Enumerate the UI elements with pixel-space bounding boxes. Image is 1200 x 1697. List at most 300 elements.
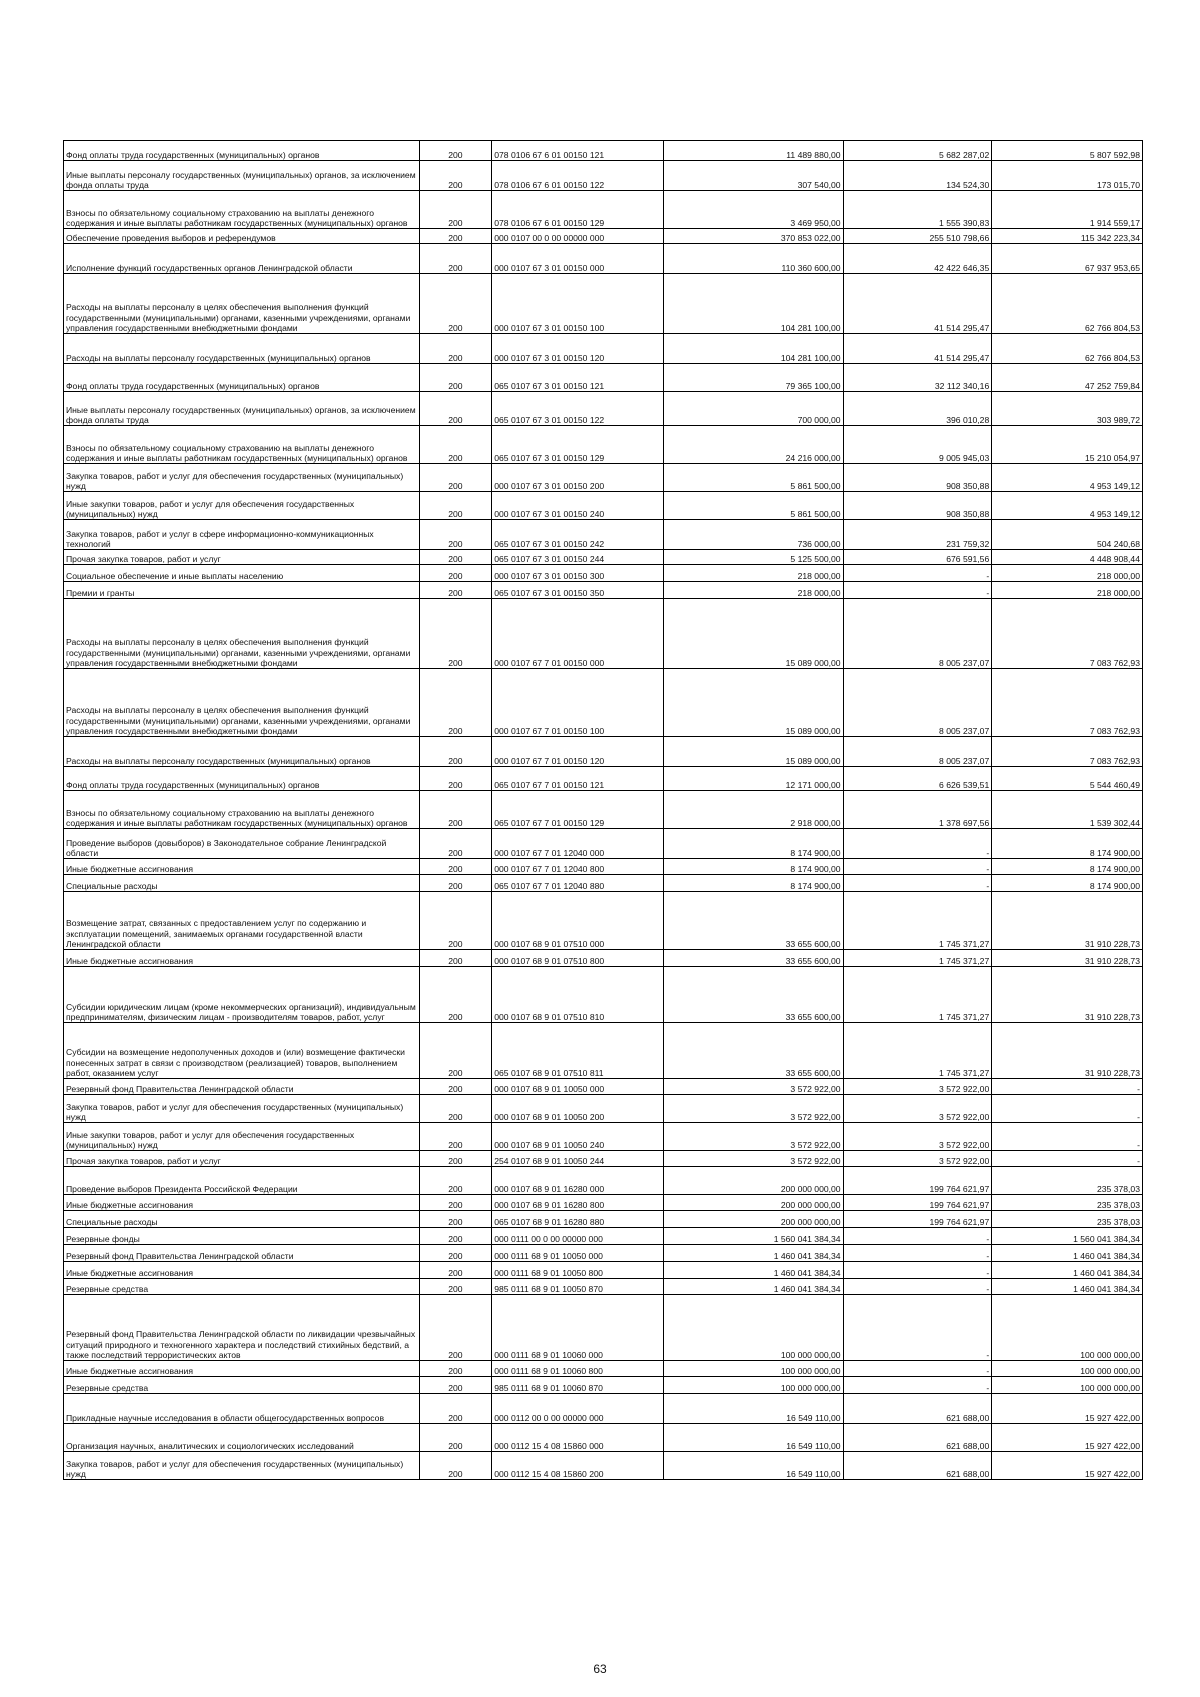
row-plan-amount: 200 000 000,00 [663, 1167, 843, 1195]
row-name: Прочая закупка товаров, работ и услуг [64, 1151, 420, 1167]
row-executed-amount: 6 626 539,51 [843, 767, 992, 791]
row-name: Иные бюджетные ассигнования [64, 1195, 420, 1211]
row-executed-amount: 1 745 371,27 [843, 892, 992, 950]
row-remaining-amount: 235 378,03 [992, 1195, 1143, 1211]
row-kbk: 000 0107 68 9 01 07510 800 [492, 950, 664, 967]
row-remaining-amount: 31 910 228,73 [992, 892, 1143, 950]
row-remaining-amount: 1 560 041 384,34 [992, 1228, 1143, 1245]
row-executed-amount: - [843, 582, 992, 599]
row-name: Расходы на выплаты персоналу в целях обеспечения выполнения функций государственными (муниципальными) органами, казенными учреждениями, органами управления государственными внебюджетными фондами [64, 599, 420, 669]
row-remaining-amount: - [992, 1095, 1143, 1123]
row-code: 200 [419, 892, 492, 950]
table-row [64, 565, 1143, 582]
table-body [64, 141, 1143, 1480]
row-plan-amount: 700 000,00 [663, 392, 843, 426]
row-kbk: 985 0111 68 9 01 10050 870 [492, 1279, 664, 1295]
row-remaining-amount: 7 083 762,93 [992, 669, 1143, 737]
row-code: 200 [419, 669, 492, 737]
row-executed-amount: 8 005 237,07 [843, 599, 992, 669]
row-remaining-amount: 100 000 000,00 [992, 1295, 1143, 1361]
table-row [64, 791, 1143, 829]
row-executed-amount: 9 005 945,03 [843, 426, 992, 464]
row-plan-amount: 5 861 500,00 [663, 492, 843, 520]
table-row [64, 1394, 1143, 1424]
row-plan-amount: 16 549 110,00 [663, 1452, 843, 1480]
row-kbk: 078 0106 67 6 01 00150 129 [492, 191, 664, 229]
row-remaining-amount: 31 910 228,73 [992, 967, 1143, 1023]
row-remaining-amount: 67 937 953,65 [992, 244, 1143, 274]
row-kbk: 065 0107 68 9 01 07510 811 [492, 1023, 664, 1079]
row-code: 200 [419, 950, 492, 967]
row-remaining-amount: 100 000 000,00 [992, 1377, 1143, 1394]
budget-execution-table [63, 140, 1143, 1480]
row-plan-amount: 200 000 000,00 [663, 1211, 843, 1228]
table-row [64, 599, 1143, 669]
table-row [64, 1095, 1143, 1123]
row-name: Закупка товаров, работ и услуг в сфере информационно-коммуникационных технологий [64, 520, 420, 550]
row-name: Взносы по обязательному социальному страхованию на выплаты денежного содержания и иные выплаты работникам государственных (муниципальных) органов [64, 426, 420, 464]
row-name: Возмещение затрат, связанных с предоставлением услуг по содержанию и эксплуатации помещений, занимаемых органами государственной власти Ленинградской области [64, 892, 420, 950]
row-executed-amount: 1 378 697,56 [843, 791, 992, 829]
row-code: 200 [419, 1295, 492, 1361]
row-name: Проведение выборов Президента Российской Федерации [64, 1167, 420, 1195]
row-executed-amount: 199 764 621,97 [843, 1167, 992, 1195]
row-name: Фонд оплаты труда государственных (муниципальных) органов [64, 767, 420, 791]
row-remaining-amount: 31 910 228,73 [992, 950, 1143, 967]
row-remaining-amount: 7 083 762,93 [992, 737, 1143, 767]
row-plan-amount: 16 549 110,00 [663, 1394, 843, 1424]
row-remaining-amount: - [992, 1079, 1143, 1095]
row-executed-amount: 908 350,88 [843, 492, 992, 520]
row-remaining-amount: 15 927 422,00 [992, 1452, 1143, 1480]
row-remaining-amount: 218 000,00 [992, 582, 1143, 599]
row-remaining-amount: 100 000 000,00 [992, 1361, 1143, 1377]
row-remaining-amount: 47 252 759,84 [992, 364, 1143, 392]
row-plan-amount: 8 174 900,00 [663, 859, 843, 875]
row-name: Закупка товаров, работ и услуг для обеспечения государственных (муниципальных) нужд [64, 1452, 420, 1480]
row-executed-amount: - [843, 1377, 992, 1394]
row-kbk: 065 0107 67 7 01 00150 121 [492, 767, 664, 791]
row-plan-amount: 3 572 922,00 [663, 1123, 843, 1151]
row-remaining-amount: 504 240,68 [992, 520, 1143, 550]
row-code: 200 [419, 829, 492, 859]
row-kbk: 065 0107 67 7 01 00150 129 [492, 791, 664, 829]
row-executed-amount: - [843, 1295, 992, 1361]
row-plan-amount: 1 460 041 384,34 [663, 1245, 843, 1262]
row-code: 200 [419, 364, 492, 392]
row-name: Фонд оплаты труда государственных (муниципальных) органов [64, 141, 420, 161]
table-row [64, 392, 1143, 426]
row-executed-amount: 8 005 237,07 [843, 737, 992, 767]
row-name: Исполнение функций государственных органов Ленинградской области [64, 244, 420, 274]
row-remaining-amount: 31 910 228,73 [992, 1023, 1143, 1079]
row-remaining-amount: 62 766 804,53 [992, 274, 1143, 334]
row-name: Иные бюджетные ассигнования [64, 950, 420, 967]
row-executed-amount: 1 745 371,27 [843, 950, 992, 967]
row-kbk: 000 0111 68 9 01 10050 000 [492, 1245, 664, 1262]
table-row [64, 1151, 1143, 1167]
row-name: Резервный фонд Правительства Ленинградской области [64, 1245, 420, 1262]
row-code: 200 [419, 599, 492, 669]
table-row [64, 1245, 1143, 1262]
row-code: 200 [419, 550, 492, 565]
row-remaining-amount: - [992, 1151, 1143, 1167]
row-name: Резервные средства [64, 1279, 420, 1295]
row-kbk: 254 0107 68 9 01 10050 244 [492, 1151, 664, 1167]
table-row [64, 244, 1143, 274]
row-executed-amount: 3 572 922,00 [843, 1095, 992, 1123]
row-code: 200 [419, 1452, 492, 1480]
table-row [64, 520, 1143, 550]
row-plan-amount: 200 000 000,00 [663, 1195, 843, 1211]
row-executed-amount: 42 422 646,35 [843, 244, 992, 274]
row-name: Расходы на выплаты персоналу государственных (муниципальных) органов [64, 334, 420, 364]
row-kbk: 000 0107 67 7 01 00150 120 [492, 737, 664, 767]
table-row [64, 1211, 1143, 1228]
table-row [64, 550, 1143, 565]
row-plan-amount: 8 174 900,00 [663, 829, 843, 859]
row-plan-amount: 100 000 000,00 [663, 1295, 843, 1361]
row-code: 200 [419, 520, 492, 550]
table-row [64, 1452, 1143, 1480]
row-executed-amount: 41 514 295,47 [843, 334, 992, 364]
table-row [64, 426, 1143, 464]
row-executed-amount: 676 591,56 [843, 550, 992, 565]
row-name: Субсидии на возмещение недополученных доходов и (или) возмещение фактически понесенных затрат в связи с производством (реализацией) товаров, выполнением работ, оказанием услуг [64, 1023, 420, 1079]
row-code: 200 [419, 1195, 492, 1211]
row-code: 200 [419, 1211, 492, 1228]
row-code: 200 [419, 875, 492, 892]
row-name: Взносы по обязательному социальному страхованию на выплаты денежного содержания и иные выплаты работникам государственных (муниципальных) органов [64, 791, 420, 829]
row-plan-amount: 15 089 000,00 [663, 737, 843, 767]
row-kbk: 000 0107 67 7 01 00150 100 [492, 669, 664, 737]
table-row [64, 859, 1143, 875]
row-executed-amount: 5 682 287,02 [843, 141, 992, 161]
table-row [64, 229, 1143, 244]
row-name: Специальные расходы [64, 875, 420, 892]
row-executed-amount: 621 688,00 [843, 1452, 992, 1480]
row-plan-amount: 1 560 041 384,34 [663, 1228, 843, 1245]
row-kbk: 000 0107 67 3 01 00150 100 [492, 274, 664, 334]
table-row [64, 334, 1143, 364]
row-executed-amount: 1 745 371,27 [843, 967, 992, 1023]
table-row [64, 1262, 1143, 1279]
table-row [64, 1195, 1143, 1211]
row-name: Прикладные научные исследования в области общегосударственных вопросов [64, 1394, 420, 1424]
row-kbk: 000 0112 15 4 08 15860 000 [492, 1424, 664, 1452]
row-name: Проведение выборов (довыборов) в Законодательное собрание Ленинградской области [64, 829, 420, 859]
row-plan-amount: 1 460 041 384,34 [663, 1262, 843, 1279]
row-kbk: 000 0107 68 9 01 16280 000 [492, 1167, 664, 1195]
row-code: 200 [419, 191, 492, 229]
row-executed-amount: - [843, 1279, 992, 1295]
row-remaining-amount: 62 766 804,53 [992, 334, 1143, 364]
row-kbk: 000 0111 68 9 01 10060 800 [492, 1361, 664, 1377]
row-remaining-amount: 1 460 041 384,34 [992, 1262, 1143, 1279]
row-kbk: 000 0111 68 9 01 10060 000 [492, 1295, 664, 1361]
row-plan-amount: 307 540,00 [663, 161, 843, 191]
row-executed-amount: 3 572 922,00 [843, 1151, 992, 1167]
row-kbk: 078 0106 67 6 01 00150 122 [492, 161, 664, 191]
table-row [64, 1279, 1143, 1295]
row-remaining-amount: 8 174 900,00 [992, 829, 1143, 859]
row-kbk: 985 0111 68 9 01 10060 870 [492, 1377, 664, 1394]
row-remaining-amount: - [992, 1123, 1143, 1151]
row-code: 200 [419, 244, 492, 274]
row-name: Социальное обеспечение и иные выплаты населению [64, 565, 420, 582]
row-name: Закупка товаров, работ и услуг для обеспечения государственных (муниципальных) нужд [64, 1095, 420, 1123]
row-code: 200 [419, 392, 492, 426]
row-code: 200 [419, 161, 492, 191]
row-code: 200 [419, 1095, 492, 1123]
row-name: Иные закупки товаров, работ и услуг для обеспечения государственных (муниципальных) нужд [64, 492, 420, 520]
row-remaining-amount: 173 015,70 [992, 161, 1143, 191]
row-remaining-amount: 235 378,03 [992, 1211, 1143, 1228]
row-name: Организация научных, аналитических и социологических исследований [64, 1424, 420, 1452]
row-kbk: 065 0107 67 3 01 00150 122 [492, 392, 664, 426]
table-row [64, 767, 1143, 791]
table-row [64, 161, 1143, 191]
row-name: Специальные расходы [64, 1211, 420, 1228]
row-remaining-amount: 15 927 422,00 [992, 1424, 1143, 1452]
row-code: 200 [419, 1079, 492, 1095]
row-code: 200 [419, 141, 492, 161]
row-executed-amount: 199 764 621,97 [843, 1211, 992, 1228]
row-code: 200 [419, 565, 492, 582]
table-row [64, 582, 1143, 599]
row-executed-amount: 621 688,00 [843, 1394, 992, 1424]
row-kbk: 000 0107 68 9 01 10050 000 [492, 1079, 664, 1095]
row-executed-amount: - [843, 859, 992, 875]
row-kbk: 000 0107 67 7 01 12040 000 [492, 829, 664, 859]
row-code: 200 [419, 967, 492, 1023]
row-kbk: 000 0111 68 9 01 10050 800 [492, 1262, 664, 1279]
row-remaining-amount: 235 378,03 [992, 1167, 1143, 1195]
row-remaining-amount: 8 174 900,00 [992, 875, 1143, 892]
row-executed-amount: 255 510 798,66 [843, 229, 992, 244]
row-executed-amount: 3 572 922,00 [843, 1123, 992, 1151]
row-plan-amount: 5 125 500,00 [663, 550, 843, 565]
row-code: 200 [419, 1228, 492, 1245]
row-kbk: 000 0107 67 3 01 00150 120 [492, 334, 664, 364]
row-name: Закупка товаров, работ и услуг для обеспечения государственных (муниципальных) нужд [64, 464, 420, 492]
table-row [64, 1424, 1143, 1452]
row-name: Расходы на выплаты персоналу государственных (муниципальных) органов [64, 737, 420, 767]
row-name: Резервный фонд Правительства Ленинградской области [64, 1079, 420, 1095]
row-plan-amount: 110 360 600,00 [663, 244, 843, 274]
row-code: 200 [419, 1279, 492, 1295]
row-name: Обеспечение проведения выборов и референдумов [64, 229, 420, 244]
row-name: Иные выплаты персоналу государственных (муниципальных) органов, за исключением фонда оплаты труда [64, 392, 420, 426]
row-code: 200 [419, 1262, 492, 1279]
row-kbk: 065 0107 67 3 01 00150 242 [492, 520, 664, 550]
row-code: 200 [419, 1023, 492, 1079]
row-remaining-amount: 1 914 559,17 [992, 191, 1143, 229]
row-plan-amount: 218 000,00 [663, 582, 843, 599]
row-remaining-amount: 8 174 900,00 [992, 859, 1143, 875]
row-code: 200 [419, 1394, 492, 1424]
row-kbk: 000 0112 00 0 00 00000 000 [492, 1394, 664, 1424]
row-executed-amount: 134 524,30 [843, 161, 992, 191]
row-executed-amount: 1 745 371,27 [843, 1023, 992, 1079]
row-remaining-amount: 15 210 054,97 [992, 426, 1143, 464]
row-kbk: 078 0106 67 6 01 00150 121 [492, 141, 664, 161]
row-plan-amount: 104 281 100,00 [663, 274, 843, 334]
row-kbk: 065 0107 67 3 01 00150 244 [492, 550, 664, 565]
row-plan-amount: 3 469 950,00 [663, 191, 843, 229]
row-remaining-amount: 1 460 041 384,34 [992, 1279, 1143, 1295]
row-kbk: 065 0107 68 9 01 16280 880 [492, 1211, 664, 1228]
row-plan-amount: 100 000 000,00 [663, 1377, 843, 1394]
row-plan-amount: 79 365 100,00 [663, 364, 843, 392]
row-executed-amount: - [843, 1361, 992, 1377]
row-name: Взносы по обязательному социальному страхованию на выплаты денежного содержания и иные выплаты работникам государственных (муниципальных) органов [64, 191, 420, 229]
row-code: 200 [419, 582, 492, 599]
row-kbk: 000 0107 67 3 01 00150 240 [492, 492, 664, 520]
row-code: 200 [419, 274, 492, 334]
table-row [64, 1167, 1143, 1195]
row-executed-amount: 621 688,00 [843, 1424, 992, 1452]
table-row [64, 892, 1143, 950]
row-code: 200 [419, 767, 492, 791]
page-number: 63 [593, 1662, 607, 1676]
row-code: 200 [419, 1167, 492, 1195]
row-executed-amount: 199 764 621,97 [843, 1195, 992, 1211]
row-kbk: 000 0107 68 9 01 10050 240 [492, 1123, 664, 1151]
row-executed-amount: - [843, 875, 992, 892]
row-executed-amount: 41 514 295,47 [843, 274, 992, 334]
row-kbk: 000 0107 68 9 01 07510 000 [492, 892, 664, 950]
row-name: Резервные фонды [64, 1228, 420, 1245]
row-executed-amount: - [843, 565, 992, 582]
table-row [64, 1123, 1143, 1151]
row-plan-amount: 33 655 600,00 [663, 892, 843, 950]
row-name: Резервный фонд Правительства Ленинградской области по ликвидации чрезвычайных ситуаций природного и техногенного характера и последствий стихийных бедствий, а также последствий террористических актов [64, 1295, 420, 1361]
row-plan-amount: 8 174 900,00 [663, 875, 843, 892]
row-kbk: 000 0112 15 4 08 15860 200 [492, 1452, 664, 1480]
row-executed-amount: 1 555 390,83 [843, 191, 992, 229]
row-name: Иные бюджетные ассигнования [64, 1262, 420, 1279]
row-name: Фонд оплаты труда государственных (муниципальных) органов [64, 364, 420, 392]
table-row [64, 492, 1143, 520]
table-row [64, 364, 1143, 392]
row-kbk: 065 0107 67 7 01 12040 880 [492, 875, 664, 892]
row-plan-amount: 736 000,00 [663, 520, 843, 550]
row-code: 200 [419, 1377, 492, 1394]
row-kbk: 000 0107 67 7 01 00150 000 [492, 599, 664, 669]
row-executed-amount: - [843, 1245, 992, 1262]
table-row [64, 950, 1143, 967]
row-name: Прочая закупка товаров, работ и услуг [64, 550, 420, 565]
row-name: Иные выплаты персоналу государственных (муниципальных) органов, за исключением фонда оплаты труда [64, 161, 420, 191]
row-plan-amount: 100 000 000,00 [663, 1361, 843, 1377]
row-code: 200 [419, 492, 492, 520]
table-row [64, 967, 1143, 1023]
row-plan-amount: 12 171 000,00 [663, 767, 843, 791]
row-name: Расходы на выплаты персоналу в целях обеспечения выполнения функций государственными (муниципальными) органами, казенными учреждениями, органами управления государственными внебюджетными фондами [64, 274, 420, 334]
row-executed-amount: 32 112 340,16 [843, 364, 992, 392]
row-plan-amount: 3 572 922,00 [663, 1151, 843, 1167]
row-kbk: 000 0107 68 9 01 10050 200 [492, 1095, 664, 1123]
row-code: 200 [419, 1424, 492, 1452]
row-remaining-amount: 15 927 422,00 [992, 1394, 1143, 1424]
table-row [64, 191, 1143, 229]
table-row [64, 1079, 1143, 1095]
row-kbk: 000 0107 67 3 01 00150 000 [492, 244, 664, 274]
row-name: Премии и гранты [64, 582, 420, 599]
row-remaining-amount: 4 953 149,12 [992, 464, 1143, 492]
row-code: 200 [419, 791, 492, 829]
row-plan-amount: 33 655 600,00 [663, 967, 843, 1023]
row-code: 200 [419, 334, 492, 364]
row-code: 200 [419, 737, 492, 767]
table-row [64, 737, 1143, 767]
row-executed-amount: - [843, 1228, 992, 1245]
row-name: Иные бюджетные ассигнования [64, 859, 420, 875]
row-kbk: 000 0107 67 3 01 00150 300 [492, 565, 664, 582]
row-remaining-amount: 5 544 460,49 [992, 767, 1143, 791]
row-name: Субсидии юридическим лицам (кроме некоммерческих организаций), индивидуальным предпринимателям, физическим лицам - производителям товаров, работ, услуг [64, 967, 420, 1023]
table-row [64, 141, 1143, 161]
table-row [64, 464, 1143, 492]
row-plan-amount: 1 460 041 384,34 [663, 1279, 843, 1295]
row-plan-amount: 3 572 922,00 [663, 1079, 843, 1095]
row-kbk: 000 0107 00 0 00 00000 000 [492, 229, 664, 244]
row-code: 200 [419, 426, 492, 464]
row-name: Резервные средства [64, 1377, 420, 1394]
row-executed-amount: 8 005 237,07 [843, 669, 992, 737]
row-remaining-amount: 4 953 149,12 [992, 492, 1143, 520]
row-executed-amount: - [843, 829, 992, 859]
row-executed-amount: 231 759,32 [843, 520, 992, 550]
row-plan-amount: 5 861 500,00 [663, 464, 843, 492]
row-plan-amount: 11 489 880,00 [663, 141, 843, 161]
table-row [64, 875, 1143, 892]
table-row [64, 274, 1143, 334]
row-remaining-amount: 115 342 223,34 [992, 229, 1143, 244]
row-plan-amount: 370 853 022,00 [663, 229, 843, 244]
row-plan-amount: 16 549 110,00 [663, 1424, 843, 1452]
row-code: 200 [419, 1361, 492, 1377]
row-kbk: 000 0107 67 3 01 00150 200 [492, 464, 664, 492]
row-executed-amount: 3 572 922,00 [843, 1079, 992, 1095]
row-code: 200 [419, 1245, 492, 1262]
row-executed-amount: - [843, 1262, 992, 1279]
row-name: Иные закупки товаров, работ и услуг для обеспечения государственных (муниципальных) нужд [64, 1123, 420, 1151]
row-code: 200 [419, 1123, 492, 1151]
row-code: 200 [419, 464, 492, 492]
row-remaining-amount: 7 083 762,93 [992, 599, 1143, 669]
table-row [64, 1228, 1143, 1245]
row-remaining-amount: 1 460 041 384,34 [992, 1245, 1143, 1262]
row-name: Расходы на выплаты персоналу в целях обеспечения выполнения функций государственными (муниципальными) органами, казенными учреждениями, органами управления государственными внебюджетными фондами [64, 669, 420, 737]
row-plan-amount: 218 000,00 [663, 565, 843, 582]
row-plan-amount: 33 655 600,00 [663, 1023, 843, 1079]
row-kbk: 065 0107 67 3 01 00150 129 [492, 426, 664, 464]
row-plan-amount: 24 216 000,00 [663, 426, 843, 464]
row-plan-amount: 104 281 100,00 [663, 334, 843, 364]
row-remaining-amount: 4 448 908,44 [992, 550, 1143, 565]
row-plan-amount: 2 918 000,00 [663, 791, 843, 829]
row-remaining-amount: 218 000,00 [992, 565, 1143, 582]
table-row [64, 669, 1143, 737]
row-plan-amount: 33 655 600,00 [663, 950, 843, 967]
row-remaining-amount: 1 539 302,44 [992, 791, 1143, 829]
row-code: 200 [419, 859, 492, 875]
row-kbk: 000 0107 67 7 01 12040 800 [492, 859, 664, 875]
row-executed-amount: 396 010,28 [843, 392, 992, 426]
row-code: 200 [419, 229, 492, 244]
